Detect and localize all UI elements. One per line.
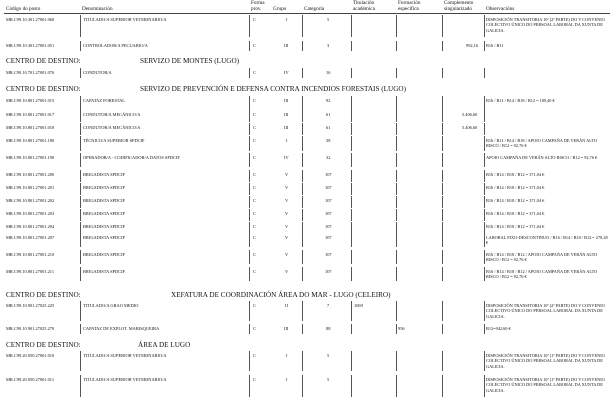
row-code: MR.C99.10.801.27001.017: [6, 112, 55, 117]
column-divider: [484, 250, 485, 264]
row-categoria: 107: [325, 185, 332, 190]
row-code: MR.C99.10.801.27001.207: [6, 235, 55, 240]
row-observacions: B16 / B14 / B18 / B12 / APOIO CAMPAÑA DE VERÁN ALTO RISCO / B12 = 92,76 €: [486, 252, 598, 263]
row-forma: C: [253, 303, 256, 308]
column-divider: [302, 233, 303, 247]
column-divider: [484, 153, 485, 167]
column-divider: [80, 267, 81, 281]
row-forma: C: [253, 185, 256, 190]
row-forma: C: [253, 112, 256, 117]
row-observacions: APOIO CAMPAÑA DE VERÁN ALTO RISCO / B12 = 92,76 €: [486, 155, 598, 160]
row-code: MR.C99.10.801.27001.201: [6, 185, 55, 190]
column-divider: [484, 68, 485, 78]
row-forma: C: [253, 252, 256, 257]
row-observacions: B16 / B14 / B18 / B12 = 371,04 €: [486, 172, 545, 177]
column-divider: [396, 233, 397, 247]
section-label: CENTRO DE DESTINO:: [6, 341, 81, 349]
column-divider: [302, 324, 303, 334]
row-code: MR.C99.10.801.27001.210: [6, 252, 55, 257]
row-grupo: III: [284, 43, 289, 48]
column-divider: [302, 68, 303, 78]
row-observacions: DISPOSICIÓN TRANSITORIA 10ª (2ª PARTE) DO V CONVENIO COLECTIVO ÚNICO DO PERSOAL LABORAL DA XUNTA DE GALICIA.: [486, 17, 605, 33]
row-name: CONTROLADOR/A PECUARIO/A: [83, 43, 148, 48]
row-formacion: 956: [398, 326, 405, 331]
column-divider: [80, 68, 81, 78]
column-divider: [302, 153, 303, 167]
column-divider: [484, 136, 485, 151]
column-divider: [351, 96, 352, 110]
column-divider: [302, 170, 303, 182]
row-categoria: 3: [327, 43, 330, 48]
column-divider: [396, 196, 397, 208]
column-divider: [302, 375, 303, 397]
row-code: MR.C99.10.701.27001.076: [6, 70, 55, 75]
column-divider: [249, 375, 250, 397]
column-divider: [396, 267, 397, 281]
row-forma: C: [253, 138, 256, 143]
row-forma: C: [253, 198, 256, 203]
column-divider: [484, 15, 485, 37]
row-observacions: DISPOSICIÓN TRANSITORIA 10ª (1ª PARTE) DO V CONVENIO COLECTIVO ÚNICO DO PERSOAL LABORAL DA XUNTA DE GALICIA.: [486, 353, 605, 369]
row-code: MR.C99.10.901.27025.225: [6, 303, 55, 308]
column-divider: [396, 153, 397, 167]
column-divider: [351, 375, 352, 397]
column-divider: [442, 170, 443, 182]
column-divider: [396, 96, 397, 110]
row-categoria: 5: [327, 377, 330, 382]
header-forma: Forma: [251, 0, 265, 6]
header-grupo: Grupo: [273, 6, 287, 12]
column-divider: [249, 267, 250, 281]
row-observacions: B16 / B11: [486, 43, 504, 48]
row-code: MR.C99.10.901.27025.270: [6, 326, 55, 331]
row-name: BRIGADISTA SPDCIF: [83, 211, 125, 216]
row-name: CONDUTOR/A: [83, 70, 112, 75]
column-divider: [396, 123, 397, 135]
column-divider: [302, 136, 303, 151]
column-divider: [302, 96, 303, 110]
row-observacions: B16 / B14 / B18 / B12 = 371,04 €: [486, 185, 545, 190]
row-complemento: 5.406,60: [462, 125, 478, 130]
column-divider: [351, 110, 352, 122]
column-divider: [351, 250, 352, 264]
row-categoria: 5: [327, 17, 330, 22]
column-divider: [80, 123, 81, 135]
row-code: MR.C99.10.801.27001.200: [6, 172, 55, 177]
row-code: MR.C99.10.801.27001.018: [6, 125, 55, 130]
row-forma: C: [253, 70, 256, 75]
row-forma: C: [253, 269, 256, 274]
column-divider: [351, 324, 352, 334]
section-name: ÁREA DE LUGO: [138, 341, 191, 349]
column-divider: [351, 68, 352, 78]
row-grupo: V: [285, 211, 289, 216]
column-divider: [442, 96, 443, 110]
column-divider: [249, 15, 250, 37]
header-complemento-2: singularizado: [444, 6, 472, 12]
row-name: TITULADO/A SUPERIOR VETERINARIO/A: [83, 353, 167, 358]
column-divider: [351, 15, 352, 37]
column-divider: [249, 170, 250, 182]
column-divider: [484, 183, 485, 195]
column-divider: [442, 15, 443, 37]
row-grupo: II: [285, 303, 288, 308]
row-observacions: B12=942,60 €: [486, 326, 511, 331]
column-divider: [442, 68, 443, 78]
row-code: MR.C99.10.801.27001.180: [6, 138, 55, 143]
column-divider: [442, 196, 443, 208]
row-complemento: 992,16: [466, 43, 479, 48]
column-divider: [484, 351, 485, 371]
column-divider: [80, 196, 81, 208]
column-divider: [484, 301, 485, 321]
column-divider: [442, 375, 443, 397]
column-divider: [484, 233, 485, 247]
column-divider: [396, 250, 397, 264]
row-categoria: 38: [326, 138, 331, 143]
row-categoria: 88: [326, 326, 331, 331]
row-grupo: III: [284, 112, 289, 117]
row-observacions: B16 / B11 / B14 / B18 / APOIO CAMPAÑA DE VERÁN ALTO RISCO / B12 = 92,76 €: [486, 138, 598, 149]
row-titulacion: 1069: [354, 303, 363, 308]
column-divider: [351, 136, 352, 151]
row-categoria: 107: [325, 235, 332, 240]
row-forma: C: [253, 17, 256, 22]
row-name: TITULADO/A SUPERIOR VETERINARIO/A: [83, 17, 167, 22]
row-forma: C: [253, 353, 256, 358]
row-grupo: V: [285, 235, 289, 240]
column-divider: [484, 209, 485, 221]
row-name: BRIGADISTA SPDCIF: [83, 269, 125, 274]
row-observacions: B16 / B14 / B18 / B12 = 371,04 €: [486, 198, 545, 203]
row-name: TÉCNICO/A SUPERIOR SPDCIF: [83, 138, 145, 143]
row-grupo: V: [285, 172, 289, 177]
column-divider: [302, 250, 303, 264]
header-formacion-2: específica: [398, 6, 419, 12]
column-divider: [396, 110, 397, 122]
row-categoria: 61: [326, 125, 331, 130]
row-categoria: 92: [326, 98, 331, 103]
row-name: CONDUTOR/A MECÁNICO/A: [83, 125, 141, 130]
column-divider: [80, 41, 81, 51]
row-observacions: DISPOSICIÓN TRANSITORIA 10ª (2ª PARTE) DO V CONVENIO COLECTIVO ÚNICO DO PERSOAL LABORAL DA XUNTA DE GALICIA.: [486, 303, 605, 319]
section-heading: [6, 291, 391, 299]
column-divider: [302, 110, 303, 122]
column-divider: [249, 351, 250, 371]
row-grupo: I: [286, 17, 288, 22]
row-complemento: 5.406,60: [462, 112, 478, 117]
row-observacions: B16 / B11 / B14 / B18 / B12 = 189,40 €: [486, 98, 555, 103]
column-divider: [80, 351, 81, 371]
row-categoria: 107: [325, 224, 332, 229]
column-divider: [249, 324, 250, 334]
column-divider: [249, 41, 250, 51]
column-divider: [302, 196, 303, 208]
row-categoria: 16: [326, 70, 331, 75]
column-divider: [442, 351, 443, 371]
row-name: BRIGADISTA SPDCIF: [83, 252, 125, 257]
column-divider: [249, 123, 250, 135]
row-observacions: DISPOSICIÓN TRANSITORIA 10ª (1ª PARTE) DO V CONVENIO COLECTIVO ÚNICO DO PERSOAL LABORAL DA XUNTA DE GALICIA.: [486, 377, 605, 393]
column-divider: [249, 250, 250, 264]
row-categoria: 61: [326, 112, 331, 117]
column-divider: [442, 183, 443, 195]
section-name: SERVIZO DE PREVENCIÓN E DEFENSA CONTRA INCENDIOS FORESTAIS (LUGO): [140, 85, 406, 93]
column-divider: [442, 136, 443, 151]
column-divider: [351, 183, 352, 195]
column-divider: [351, 233, 352, 247]
column-divider: [396, 375, 397, 397]
row-name: BRIGADISTA SPDCIF: [83, 185, 125, 190]
row-categoria: 7: [327, 303, 330, 308]
column-divider: [80, 209, 81, 221]
column-divider: [442, 250, 443, 264]
column-divider: [351, 196, 352, 208]
row-categoria: 107: [325, 252, 332, 257]
header-titulacion-2: académica: [353, 6, 375, 12]
row-name: BRIGADISTA SPDCIF: [83, 172, 125, 177]
column-divider: [396, 324, 397, 334]
row-forma: C: [253, 98, 256, 103]
column-divider: [484, 196, 485, 208]
row-forma: C: [253, 125, 256, 130]
column-divider: [249, 136, 250, 151]
row-code: MR.C99.10.301.27001.060: [6, 17, 55, 22]
row-code: MR.C99.10.301.27001.051: [6, 43, 55, 48]
column-divider: [484, 41, 485, 51]
column-divider: [302, 15, 303, 37]
row-forma: C: [253, 43, 256, 48]
column-divider: [442, 209, 443, 221]
row-grupo: V: [285, 252, 289, 257]
row-categoria: 107: [325, 211, 332, 216]
section-name: SERVIZO DE MONTES (LUGO): [140, 57, 240, 65]
column-divider: [249, 153, 250, 167]
column-divider: [442, 123, 443, 135]
row-name: BRIGADISTA SPDCIF: [83, 235, 125, 240]
header-formacion-1: Formación: [398, 0, 421, 6]
column-divider: [484, 267, 485, 281]
row-grupo: I: [286, 353, 288, 358]
column-divider: [80, 233, 81, 247]
section-label: CENTRO DE DESTINO:: [6, 85, 81, 93]
column-divider: [484, 110, 485, 122]
row-name: CONDUTOR/A MECÁNICO/A: [83, 112, 141, 117]
row-code: MR.C99.10.801.27001.015: [6, 98, 55, 103]
row-grupo: IV: [284, 155, 289, 160]
header-divider: [4, 13, 610, 14]
column-divider: [351, 351, 352, 371]
row-grupo: III: [284, 98, 289, 103]
row-forma: C: [253, 235, 256, 240]
column-divider: [351, 267, 352, 281]
column-divider: [302, 41, 303, 51]
column-divider: [396, 301, 397, 321]
column-divider: [351, 41, 352, 51]
column-divider: [80, 250, 81, 264]
row-forma: C: [253, 211, 256, 216]
column-divider: [80, 375, 81, 397]
row-code: MR.C99.10.801.27001.203: [6, 211, 55, 216]
row-name: CAPATAZ DE EXPLOT. MARISQUEIRA: [83, 326, 160, 331]
column-divider: [351, 153, 352, 167]
section-name: XEFATURA DE COORDINACIÓN ÁREA DO MAR - LUGO (CELEIRO): [171, 291, 391, 299]
column-divider: [80, 153, 81, 167]
column-divider: [351, 170, 352, 182]
row-grupo: V: [285, 185, 289, 190]
row-name: TITULADO/A GRAO MEDIO: [83, 303, 139, 308]
section-heading: [6, 57, 240, 65]
row-forma: C: [253, 155, 256, 160]
column-divider: [249, 301, 250, 321]
column-divider: [396, 136, 397, 151]
row-code: MR.C99.10.801.27001.204: [6, 224, 55, 229]
section-label: CENTRO DE DESTINO:: [6, 57, 81, 65]
column-divider: [484, 123, 485, 135]
row-grupo: III: [284, 326, 289, 331]
row-name: OPERADOR/A - CODIFICADOR/A DATOS SPDCIF: [83, 155, 180, 160]
row-code: MR.C99.10.801.27001.202: [6, 198, 55, 203]
column-divider: [351, 301, 352, 321]
column-divider: [442, 110, 443, 122]
row-categoria: 5: [327, 353, 330, 358]
row-grupo: V: [285, 198, 289, 203]
header-prov: prov.: [251, 6, 262, 12]
header-observacions: Observacións: [486, 6, 515, 12]
row-name: BRIGADISTA SPDCIF: [83, 198, 125, 203]
row-name: CAPATAZ FORESTAL: [83, 98, 125, 103]
row-name: TITULADO/A SUPERIOR VETERINARIO/A: [83, 377, 167, 382]
column-divider: [302, 183, 303, 195]
section-heading: [6, 85, 406, 93]
column-divider: [80, 183, 81, 195]
column-divider: [80, 96, 81, 110]
row-categoria: 107: [325, 172, 332, 177]
row-code: MR.C99.10.801.27001.211: [6, 269, 55, 274]
column-divider: [249, 96, 250, 110]
column-divider: [396, 183, 397, 195]
row-categoria: 107: [325, 269, 332, 274]
column-divider: [484, 170, 485, 182]
row-grupo: V: [285, 269, 289, 274]
column-divider: [396, 15, 397, 37]
column-divider: [80, 170, 81, 182]
row-categoria: 32: [326, 155, 331, 160]
row-observacions: LABORAL FIXO-DESCONTINUO / B16 / B14 / B18 / B12 = 278,28 €: [486, 235, 608, 246]
row-observacions: B16 / B14 / B18 / B12 = 371,04 €: [486, 211, 545, 216]
column-divider: [442, 267, 443, 281]
column-divider: [351, 123, 352, 135]
column-divider: [396, 41, 397, 51]
row-name: BRIGADISTA SPDCIF: [83, 224, 125, 229]
column-divider: [302, 267, 303, 281]
header-categoria: Categoría: [304, 6, 325, 12]
column-divider: [396, 351, 397, 371]
row-forma: C: [253, 172, 256, 177]
column-divider: [442, 41, 443, 51]
column-divider: [302, 209, 303, 221]
row-code: MR.C99.20.050.27001.010: [6, 353, 55, 358]
row-forma: C: [253, 326, 256, 331]
row-grupo: I: [286, 377, 288, 382]
column-divider: [442, 324, 443, 334]
column-divider: [80, 15, 81, 37]
column-divider: [396, 68, 397, 78]
header-complemento-1: Complemento: [444, 0, 474, 6]
row-forma: C: [253, 224, 256, 229]
column-divider: [249, 183, 250, 195]
column-divider: [484, 96, 485, 110]
column-divider: [351, 209, 352, 221]
column-divider: [442, 153, 443, 167]
column-divider: [249, 110, 250, 122]
row-forma: C: [253, 377, 256, 382]
header-denominacion: Denominación: [82, 6, 113, 12]
row-code: MR.C99.20.050.27001.011: [6, 377, 55, 382]
row-observacions: B16 / B14 / B18 / B12 / APOIO CAMPAÑA DE VERÁN ALTO RISCO / B12 = 92,76 €: [486, 269, 598, 280]
row-observacions: B16 / B14 / B18 / B12 = 371,04 €: [486, 224, 545, 229]
row-categoria: 107: [325, 198, 332, 203]
column-divider: [249, 68, 250, 78]
row-code: MR.C99.10.801.27001.190: [6, 155, 55, 160]
column-divider: [80, 110, 81, 122]
column-divider: [484, 375, 485, 397]
column-divider: [302, 301, 303, 321]
column-divider: [484, 324, 485, 334]
header-codigo: Código do posto: [6, 6, 41, 12]
column-divider: [249, 209, 250, 221]
column-divider: [80, 136, 81, 151]
row-grupo: III: [284, 125, 289, 130]
column-divider: [302, 351, 303, 371]
row-grupo: V: [285, 224, 289, 229]
column-divider: [249, 233, 250, 247]
header-titulacion-1: Titulación: [353, 0, 375, 6]
column-divider: [80, 301, 81, 321]
column-divider: [442, 301, 443, 321]
row-grupo: I: [286, 138, 288, 143]
column-divider: [302, 123, 303, 135]
column-divider: [442, 233, 443, 247]
column-divider: [80, 324, 81, 334]
row-grupo: IV: [284, 70, 289, 75]
column-divider: [249, 196, 250, 208]
column-divider: [396, 170, 397, 182]
column-divider: [396, 209, 397, 221]
section-label: CENTRO DE DESTINO:: [6, 291, 81, 299]
section-heading: [6, 341, 191, 349]
